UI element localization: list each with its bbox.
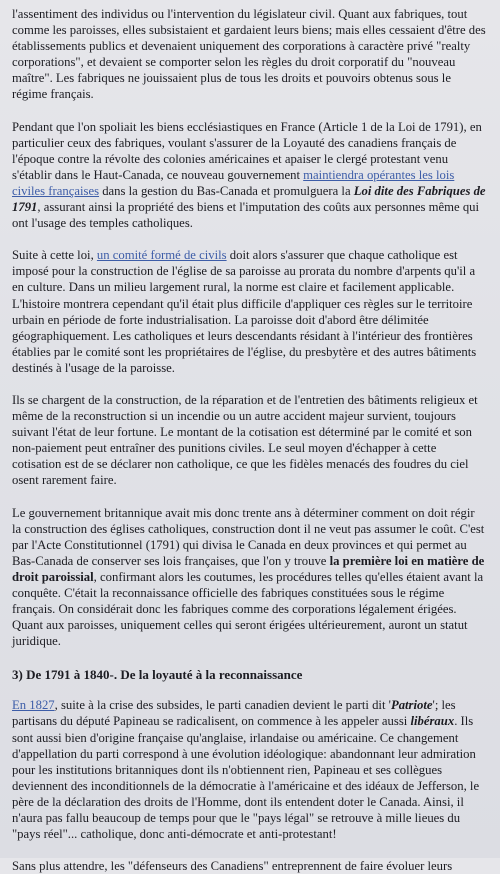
paragraph-6-text-c: . Ils sont aussi bien d'origine française qu'anglaise, irlandaise ou américaine. Ce changement d'appellation du parti correspond à une évolution idéologique: abandonnant leur admiration pour les institutions britanniques dont ils n'obtiennent rien, Papineau et ses collègues deviennent des inconditionnels de la démocratie à l'américaine et des idéaux de Jefferson, le père de la déclaration des droits de l'Homme, dont ils entendent doter le Canada. Ainsi, il n'aura pas fallu beaucoup de temps pour que le "pays légal" se retrouve à mille lieues du "pays réel"... catholique, donc anti-démocrate et anti-protestant! (12, 714, 480, 842)
paragraph-2 (12, 119, 486, 232)
paragraph-2-text-b: dans la gestion du Bas-Canada et promulguera la (99, 183, 354, 198)
law-title: Loi dite des Fabriques de 1791 (12, 183, 486, 215)
paragraph-3-text-a: Suite à cette loi, (12, 248, 97, 263)
paragraph-1: l'assentiment des individus ou l'intervention du législateur civil. Quant aux fabriques, tout comme les paroisses, elles subsistaient et gardaient leurs biens; mais elles cessaient d'être des établissements publics et devenaient uniquement des corporations à caractère privé "realty corporations", et devaient se comporter selon les règles du droit corporatif du "nouveau maître". Les fabriques ne jouissaient plus de tous les droits et pouvoirs obtenus sous le régime français. (12, 7, 486, 102)
paragraph-3 (12, 247, 486, 376)
paragraph-6 (12, 697, 486, 842)
paragraph-7: Sans plus attendre, les "défenseurs des Canadiens" entreprennent de faire évoluer leurs (12, 859, 453, 874)
paragraph-5-text-a: Le gouvernement britannique avait mis donc trente ans à déterminer comment on doit régir la construction des églises catholiques, construction dont il ne veut pas assumer le coût. C'est par l'Acte Constitutionnel (1791) qui divisa le Canada en deux provinces et qui permet au Bas-Canada de conserver ses lois françaises, que l'on y trouve (12, 505, 485, 568)
paragraph-2-text-a: Pendant que l'on spoliait les biens ecclésiastiques en France (Article 1 de la Loi de 1791), en particulier ceux des fabriques, voulant s'assurer de la Loyauté des canadiens français de l'époque contre la révolte des colonies américaines et apaiser le clergé protestant venu s'établir dans le Haut-Canada, ce nouveau gouvernement (12, 119, 482, 182)
link-lois-civiles[interactable]: maintiendra opérantes les lois civiles françaises (12, 167, 455, 198)
paragraph-6-text-b: '; les partisans du député Papineau se radicalisent, on commence à les appeler aussi (12, 698, 456, 729)
paragraph-2-text-c: , assurant ainsi la propriété des biens et l'imputation des coûts aux personnes même qui ont l'usage des temples catholiques. (12, 200, 480, 231)
paragraph-5-bold: la première loi en matière de droit paroissial (12, 553, 485, 584)
link-comite-civils[interactable]: un comité formé de civils (96, 248, 227, 263)
paragraph-5 (12, 505, 486, 650)
paragraph-3-text-b: doit alors s'assurer que chaque catholique est imposé pour la construction de l'église de sa paroisse au prorata du nombre d'arpents qu'il a en culture. Dans un milieu largement rural, la norme est claire et facilement applicable. L'histoire montrera cependant qu'il était plus difficile d'appliquer ces règles sur le territoire urbain en période de forte industrialisation. La paroisse doit d'abord être délimitée géographiquement. Les catholiques et leurs descendants résidant à l'intérieur des frontières établies par le comité sont les propriétaires de l'église, du presbytère et des autres bâtiments destinés à l'usage de la paroisse. (12, 248, 477, 375)
paragraph-6-text-a: , suite à la crise des subsides, le parti canadien devient le parti dit ' (54, 698, 391, 713)
term-patriote: Patriote (390, 698, 433, 713)
paragraph-5-text-b: , confirmant alors les coutumes, les procédures telles qu'elles étaient avant la conquête. C'était la reconnaissance officielle des fabriques constituées sous le régime français. On considérait donc les fabriques comme des corporations légalement érigées. Quant aux paroisses, uniquement celles qui seront érigées ultérieurement, auront un statut juridique. (12, 569, 484, 649)
link-en-1827[interactable]: En 1827 (12, 698, 55, 713)
paragraph-4: Ils se chargent de la construction, de la réparation et de l'entretien des bâtiments religieux et même de la reconstruction si un incendie ou un autre accident majeur survient, toujours suivant l'état de leur fortune. Le montant de la cotisation est déterminé par le comité et son non-paiement peut entraîner des punitions civiles. Le seul moyen d'échapper à cette cotisation est de se déclarer non catholique, ce que les fidèles menacés des foudres du ciel osent rarement faire. (12, 392, 478, 488)
term-liberaux: libéraux (410, 714, 455, 729)
section-heading: 3) De 1791 à 1840-. De la loyauté à la reconnaissance (12, 667, 303, 683)
